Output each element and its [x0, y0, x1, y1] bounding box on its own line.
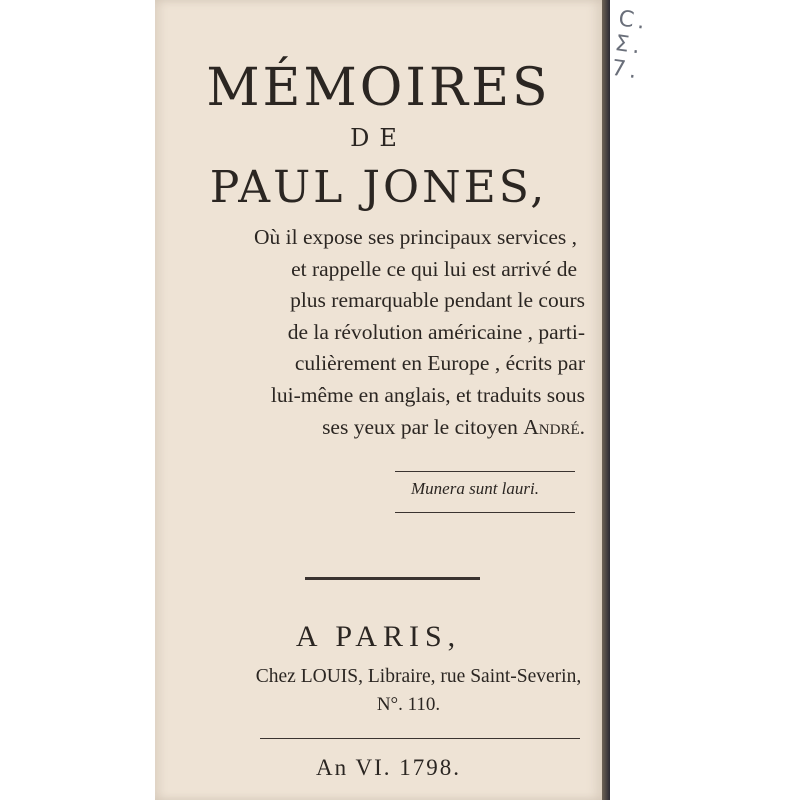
- description-last-line: [175, 412, 585, 444]
- description-line: et rappelle ce qui lui est arrivé de: [291, 256, 577, 281]
- imprint-city: A PARIS,: [295, 620, 462, 653]
- description-line: de la révolution américaine , parti-: [287, 319, 585, 344]
- title-page: [155, 0, 651, 800]
- description-line: lui-même en anglais, et traduits sous: [270, 382, 585, 407]
- title-de: DE: [350, 124, 407, 152]
- imprint-year: An VI. 1798.: [316, 755, 461, 780]
- imprint-rule: [260, 738, 580, 739]
- book-description: [175, 222, 585, 443]
- motto-rule-top: [395, 471, 575, 472]
- translator-name: André.: [523, 414, 585, 439]
- shelfmark: C. Σ. 7.: [609, 6, 651, 85]
- description-line: Où il expose ses principaux services ,: [253, 225, 577, 249]
- imprint-number: N°. 110.: [376, 694, 441, 715]
- motto-rule-bottom: [395, 512, 575, 513]
- imprint-publisher: Chez LOUIS, Libraire, rue Saint-Severin,: [255, 666, 582, 687]
- description-line: culièrement en Europe , écrits par: [294, 351, 585, 376]
- motto: Munera sunt lauri.: [411, 479, 539, 498]
- description-last-prefix: ses yeux par le citoyen: [322, 414, 524, 439]
- book-title: MÉMOIRES: [206, 58, 551, 118]
- author-name: PAUL JONES,: [209, 162, 548, 213]
- description-line: plus remarquable pendant le cours: [290, 288, 585, 313]
- section-divider: [305, 577, 480, 580]
